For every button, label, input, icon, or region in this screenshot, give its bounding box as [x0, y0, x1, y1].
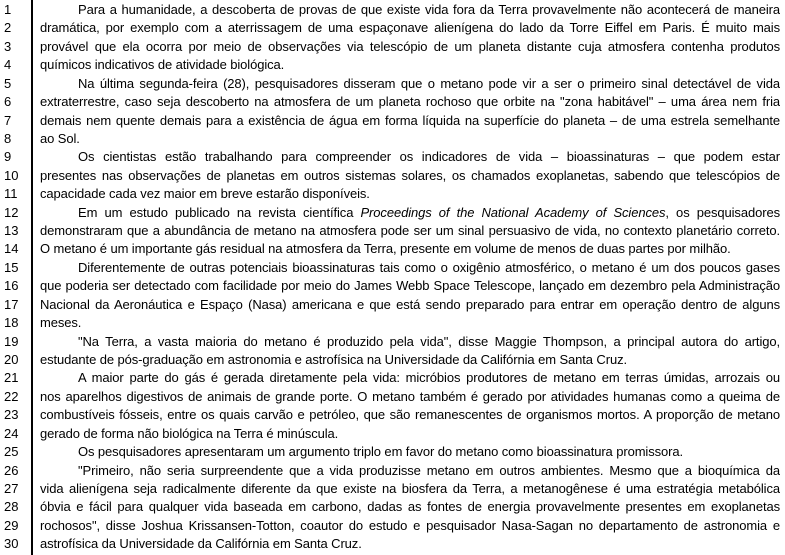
line-number: 18 — [4, 315, 19, 331]
document-line — [0, 185, 785, 203]
line-text — [37, 351, 780, 369]
document-line — [0, 462, 785, 480]
document-line — [0, 130, 785, 148]
line-text — [37, 130, 780, 148]
line-number: 26 — [4, 462, 19, 478]
text-segment: astrofísica da Universidade da Califórnia em Santa Cruz. — [40, 536, 362, 552]
text-segment: presentes nas observações de planetas em outros sistemas solares, os chamados exoplanetas, sabendo que telescópios de — [40, 167, 780, 183]
document-line — [0, 259, 785, 277]
line-text — [37, 480, 780, 498]
text-segment: nos aparelhos digestivos de animais de grande porte. O metano também é gerado por atividades humanas como a queima de — [40, 388, 780, 404]
text-segment: Nacional da Aeronáutica e Espaço (Nasa) americana e que está sendo preparado para entrar em operação dentro de alguns — [40, 296, 780, 312]
line-text — [37, 222, 780, 240]
line-number: 8 — [4, 130, 12, 146]
text-segment: Diferentemente de outras potenciais bioassinaturas tais como o oxigênio atmosférico, o metano é um dos poucos gases — [78, 259, 780, 275]
line-number: 15 — [4, 259, 19, 275]
line-number: 10 — [4, 167, 19, 183]
document-line — [0, 406, 785, 424]
line-number: 4 — [4, 57, 12, 73]
text-segment: Os pesquisadores apresentaram um argumento triplo em favor do metano como bioassinatura promissora. — [78, 444, 684, 460]
line-number: 21 — [4, 370, 19, 386]
document-line — [0, 369, 785, 387]
document-line — [0, 167, 785, 185]
line-text — [37, 112, 780, 130]
document-line — [0, 277, 785, 295]
document-line — [0, 19, 785, 37]
line-text — [37, 517, 780, 535]
document-line — [0, 480, 785, 498]
document-line — [0, 535, 785, 553]
text-segment: meses. — [40, 315, 82, 331]
line-text — [37, 56, 780, 74]
line-number: 6 — [4, 94, 12, 110]
line-number: 17 — [4, 296, 19, 312]
text-segment: Os cientistas estão trabalhando para compreender os indicadores de vida – bioassinaturas – que podem estar — [78, 149, 780, 165]
line-text — [37, 333, 780, 351]
text-segment: , os pesquisadores — [665, 204, 780, 220]
line-text — [37, 406, 780, 424]
line-number: 20 — [4, 352, 19, 368]
document-line — [0, 75, 785, 93]
line-text — [37, 185, 780, 203]
text-segment: Na última segunda-feira (28), pesquisadores disseram que o metano pode vir a ser o primeiro sinal detectável de vida — [78, 75, 780, 91]
line-text — [37, 204, 780, 222]
text-segment: "Primeiro, não seria surpreendente que a vida produzisse metano em outros ambientes. Mesmo que a bioquímica da — [78, 462, 780, 478]
document-line — [0, 314, 785, 332]
line-number: 3 — [4, 38, 12, 54]
line-text — [37, 314, 780, 332]
line-number: 30 — [4, 536, 19, 552]
line-number: 16 — [4, 278, 19, 294]
text-segment: óbvia e fácil para qualquer vida baseada em carbono, dadas as fontes de energia provavelmente presentes em exoplanetas — [40, 499, 780, 515]
line-text — [37, 75, 780, 93]
line-text — [37, 38, 780, 56]
text-segment: provável que ela ocorra por meio de observações via telescópio de um planeta distante cuja atmosfera contenha produtos — [40, 38, 780, 54]
line-number: 27 — [4, 480, 19, 496]
line-number: 24 — [4, 425, 19, 441]
text-segment: "Na Terra, a vasta maioria do metano é produzido pela vida", disse Maggie Thompson, a principal autora do artigo, — [78, 333, 780, 349]
text-segment: O metano é um importante gás residual na atmosfera da Terra, presente em volume de menos de duas partes por milhão. — [40, 241, 731, 257]
line-number: 7 — [4, 112, 12, 128]
line-text — [37, 167, 780, 185]
document-line — [0, 425, 785, 443]
line-text — [37, 498, 780, 516]
line-text — [37, 240, 780, 258]
document-line — [0, 388, 785, 406]
document-line — [0, 222, 785, 240]
line-text — [37, 535, 780, 553]
line-number: 22 — [4, 388, 19, 404]
line-text — [37, 19, 780, 37]
document-line — [0, 498, 785, 516]
text-segment: rochosos", disse Joshua Krissansen-Totton, coautor do estudo e pesquisador Nasa-Sagan no departamento de astronomia e — [40, 517, 780, 533]
document-line — [0, 517, 785, 535]
text-segment: vida alienígena seja radicalmente diferente da que existe na biosfera da Terra, a metanogênese é uma estratégia metabólica — [40, 480, 780, 496]
document-line — [0, 148, 785, 166]
line-text — [37, 277, 780, 295]
line-text — [37, 296, 780, 314]
line-number: 25 — [4, 444, 19, 460]
text-segment: A maior parte do gás é gerada diretamente pela vida: micróbios produtores de metano em terras úmidas, arrozais ou — [78, 370, 780, 386]
document-line — [0, 351, 785, 369]
line-number: 19 — [4, 333, 19, 349]
text-segment: que poderia ser detectado com facilidade por meio do James Webb Space Telescope, lançado em dezembro pela Administração — [40, 278, 780, 294]
text-segment: Em um estudo publicado na revista científica — [78, 204, 361, 220]
line-number: 2 — [4, 20, 12, 36]
line-text — [37, 388, 780, 406]
document-line — [0, 1, 785, 19]
line-number: 28 — [4, 499, 19, 515]
line-number: 14 — [4, 241, 19, 257]
document-line — [0, 443, 785, 461]
text-segment: combustíveis fósseis, entre os quais carvão e petróleo, que são remanescentes de organismos mortos. A proporção de metano — [40, 407, 780, 423]
document-line — [0, 333, 785, 351]
line-number: 12 — [4, 204, 19, 220]
text-segment: ao Sol. — [40, 130, 80, 146]
line-text — [37, 148, 780, 166]
document-line — [0, 56, 785, 74]
line-number: 1 — [4, 2, 12, 17]
line-number: 9 — [4, 149, 12, 165]
line-number: 29 — [4, 517, 19, 533]
line-number: 5 — [4, 75, 12, 91]
line-text — [37, 443, 780, 461]
document-line — [0, 296, 785, 314]
document-line — [0, 112, 785, 130]
text-segment: capacidade cada vez maior em breve estarão disponíveis. — [40, 186, 370, 202]
text-segment: gerado de forma não biológica na Terra é minúscula. — [40, 425, 339, 441]
line-number: 13 — [4, 223, 19, 239]
text-segment: dramática, por exemplo com a aterrissagem de uma espaçonave alienígena do lado da Torre Eiffel em Paris. É muito mais — [40, 20, 780, 36]
document-line — [0, 204, 785, 222]
line-text — [37, 1, 780, 19]
line-text — [37, 259, 780, 277]
text-segment: químicos indicativos de atividade biológica. — [40, 57, 285, 73]
document-line — [0, 38, 785, 56]
italic-journal-title: Proceedings of the National Academy of Sciences — [360, 204, 666, 220]
line-text — [37, 425, 780, 443]
document-line — [0, 93, 785, 111]
line-text — [37, 369, 780, 387]
document-lines — [0, 1, 785, 554]
line-text — [37, 93, 780, 111]
text-segment: estudante de pós-graduação em astronomia e astrofísica na Universidade da Califórnia em Santa Cruz. — [40, 352, 627, 368]
text-segment: Para a humanidade, a descoberta de provas de que existe vida fora da Terra provavelmente não acontecerá de maneira — [78, 2, 780, 17]
line-text — [37, 462, 780, 480]
document-line — [0, 240, 785, 258]
line-number: 23 — [4, 407, 19, 423]
line-number: 11 — [4, 186, 18, 202]
text-segment: extraterrestre, caso seja descoberto na atmosfera de um planeta rochoso que orbite na "zona habitável" – uma área nem fria — [40, 94, 780, 110]
text-segment: demonstraram que a abundância de metano na atmosfera pode ser um sinal persuasivo de vida, no contexto planetário correto. — [40, 223, 780, 239]
text-segment: demais nem quente demais para a existência de água em forma líquida na superfície do planeta – de uma estrela semelhante — [40, 112, 780, 128]
